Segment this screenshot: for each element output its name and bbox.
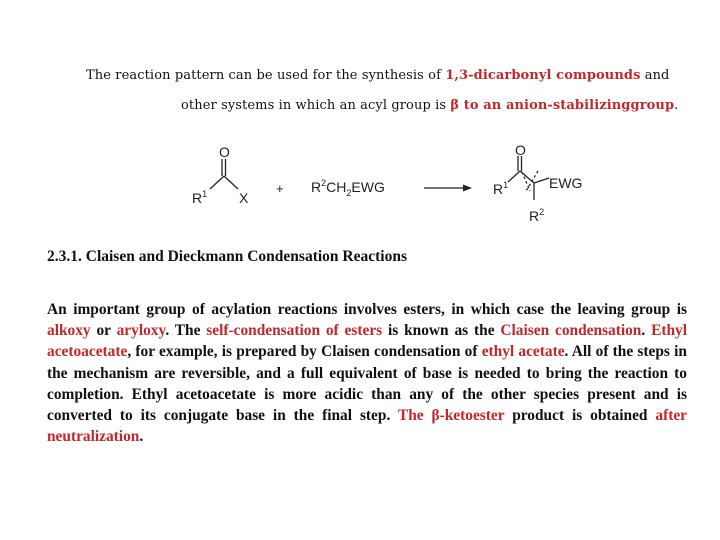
para-text-3: . The [165, 322, 207, 340]
para-text-5: . [641, 322, 652, 340]
reaction-scheme [180, 145, 600, 235]
para-text-9: . [139, 428, 144, 446]
para-text-8: product is obtained [504, 407, 656, 425]
intro-line-2 [181, 98, 678, 113]
reaction-arrow [424, 185, 472, 192]
reactant1-x-label: X [239, 190, 249, 206]
para-text-1: An important group of acylation reactions involves esters, in which case the leaving group is [47, 301, 687, 318]
term-claisen-condensation: Claisen condensation [500, 322, 642, 340]
product-bond-c-r1 [508, 171, 520, 182]
term-after-neutralization: after neutralization [47, 407, 687, 446]
intro-line-2-end: . [674, 98, 679, 113]
para-text-7: . All of the steps in the mechanism are reversible, and a full equivalent of base is needed to bring the reaction to completion. Ethyl acetoacetate is more acidic than any of the other species present and is converted to its conjugate base in the final step. [47, 343, 687, 425]
product-r1-label: $R^1$ [493, 180, 509, 197]
section-heading: 2.3.1. Claisen and Dieckmann Condensation Reactions [47, 248, 407, 265]
intro-line-1-end: and [640, 68, 670, 83]
term-aryloxy: aryloxy [116, 322, 166, 340]
para-text-2: or [90, 322, 117, 340]
term-beta-ketoester: The β-ketoester [397, 407, 505, 425]
intro-highlight-dicarbonyl: 1,3-dicarbonyl compounds [445, 68, 641, 83]
bond-c-r1 [210, 176, 224, 189]
reactant2-formula: $R^2CH_2EWG$ [311, 178, 385, 198]
para-text-4: is known as the [382, 322, 501, 340]
term-self-condensation: self-condensation of esters [206, 322, 383, 340]
reactant1-o-label: O [219, 145, 230, 160]
term-alkoxy: alkoxy [47, 322, 91, 340]
product-disconnection-1 [522, 172, 530, 191]
product-ewg-label: EWG [549, 175, 583, 191]
product-disconnection-2 [526, 171, 538, 191]
intro-line-1 [86, 68, 669, 83]
bond-c-x [224, 176, 238, 189]
para-text-6: , for example, is prepared by Claisen condensation of [127, 343, 482, 361]
term-ethyl-acetate: ethyl acetate [481, 343, 565, 361]
intro-highlight-beta: β to an anion-stabilizinggroup [450, 98, 675, 113]
body-paragraph [47, 299, 687, 447]
product-structure [508, 156, 549, 200]
term-ethyl-acetoacetate: Ethyl acetoacetate [47, 322, 688, 361]
product-bond-c-ewg [534, 178, 549, 183]
intro-line-2-text: other systems in which an acyl group is [181, 98, 451, 113]
reactant1-r-label: $R^1$ [192, 189, 208, 206]
product-o-label: O [515, 145, 526, 158]
plus-sign: + [276, 181, 284, 196]
reactant-acyl [210, 159, 238, 189]
intro-line-1-text: The reaction pattern can be used for the synthesis of [86, 68, 446, 83]
product-r2-label: $R^2$ [529, 207, 545, 224]
